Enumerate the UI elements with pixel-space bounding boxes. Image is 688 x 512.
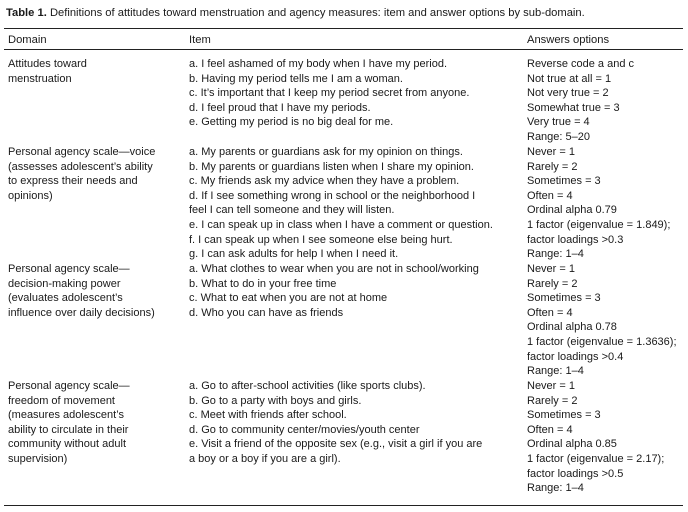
answer-line: 1 factor (eigenvalue = 2.17); — [527, 452, 665, 465]
domain-line: Personal agency scale— — [8, 263, 130, 275]
answer-line: Sometimes = 3 — [527, 292, 601, 305]
domain-line: (measures adolescent’s — [8, 409, 124, 422]
answer-line: Sometimes = 3 — [527, 409, 601, 422]
item-line: a. What clothes to wear when you are not in school/working — [189, 263, 479, 275]
item-line: b. What to do in your free time — [189, 277, 337, 290]
item-cell — [189, 379, 482, 467]
answer-line: Not true at all = 1 — [527, 72, 612, 85]
answer-line: Ordinal alpha 0.78 — [527, 321, 617, 334]
domain-line: Personal agency scale— — [8, 380, 130, 392]
answer-line: Range: 1–4 — [527, 365, 584, 378]
domain-line: Personal agency scale—voice — [8, 146, 156, 158]
answer-line: 1 factor (eigenvalue = 1.3636); — [527, 335, 677, 348]
table-top-rule — [4, 28, 683, 29]
item-line: feel I can tell someone and they will listen. — [189, 204, 395, 217]
domain-line: Attitudes toward — [8, 58, 87, 70]
answer-cell — [527, 145, 670, 262]
item-line: b. Having my period tells me I am a woman. — [189, 72, 403, 85]
header-domain: Domain — [8, 34, 47, 46]
item-line: b. My parents or guardians listen when I share my opinion. — [189, 160, 474, 173]
domain-line: menstruation — [8, 72, 72, 85]
answer-cell — [527, 57, 634, 145]
domain-cell — [8, 57, 87, 86]
item-line: g. I can ask adults for help I when I need it. — [189, 248, 399, 261]
item-cell — [189, 262, 479, 320]
answer-line: Rarely = 2 — [527, 394, 578, 407]
answer-line: Range: 1–4 — [527, 248, 584, 261]
item-cell — [189, 57, 469, 130]
answer-line: 1 factor (eigenvalue = 1.849); — [527, 218, 671, 231]
item-line: d. I feel proud that I have my periods. — [189, 101, 371, 114]
domain-line: to express their needs and — [8, 175, 138, 188]
answer-line: Often = 4 — [527, 189, 573, 202]
item-line: f. I can speak up when I see someone else being hurt. — [189, 233, 453, 246]
item-line: e. Visit a friend of the opposite sex (e.g., visit a girl if you are — [189, 438, 483, 451]
domain-cell — [8, 379, 130, 467]
answer-line: factor loadings >0.4 — [527, 350, 624, 363]
answer-line: factor loadings >0.3 — [527, 233, 624, 246]
domain-line: freedom of movement — [8, 394, 115, 407]
domain-line: (evaluates adolescent’s — [8, 292, 123, 305]
answer-line: Rarely = 2 — [527, 160, 578, 173]
answer-line: Range: 1–4 — [527, 482, 584, 495]
item-line: c. Meet with friends after school. — [189, 409, 347, 422]
item-line: e. I can speak up in class when I have a comment or question. — [189, 218, 493, 231]
domain-cell — [8, 145, 155, 203]
answer-line: Never = 1 — [527, 263, 575, 275]
table-caption — [6, 6, 585, 20]
domain-line: (assesses adolescent’s ability — [8, 160, 153, 173]
item-line: c. My friends ask my advice when they have a problem. — [189, 175, 460, 188]
answer-line: Not very true = 2 — [527, 87, 609, 100]
answer-line: Often = 4 — [527, 423, 573, 436]
item-line: d. If I see something wrong in school or the neighborhood I — [189, 189, 476, 202]
answer-line: factor loadings >0.5 — [527, 467, 624, 480]
answer-line: Ordinal alpha 0.79 — [527, 204, 617, 217]
answer-line: Reverse code a and c — [527, 58, 635, 70]
item-line: c. It’s important that I keep my period secret from anyone. — [189, 87, 470, 100]
item-line: b. Go to a party with boys and girls. — [189, 394, 362, 407]
domain-line: community without adult — [8, 438, 126, 451]
header-item: Item — [189, 34, 211, 46]
item-line: a boy or a boy if you are a girl). — [189, 452, 341, 465]
item-line: d. Go to community center/movies/youth center — [189, 423, 420, 436]
answer-line: Somewhat true = 3 — [527, 101, 620, 114]
answer-line: Often = 4 — [527, 306, 573, 319]
item-line: e. Getting my period is no big deal for me. — [189, 116, 394, 129]
table-label: Table 1. — [6, 7, 47, 19]
domain-line: opinions) — [8, 189, 53, 202]
answer-line: Rarely = 2 — [527, 277, 578, 290]
table-bottom-rule — [4, 505, 683, 506]
answer-line: Never = 1 — [527, 146, 575, 158]
domain-cell — [8, 262, 155, 320]
domain-line: influence over daily decisions) — [8, 306, 155, 319]
item-cell — [189, 145, 493, 262]
domain-line: ability to circulate in their — [8, 423, 129, 436]
item-line: a. I feel ashamed of my body when I have my period. — [189, 58, 448, 70]
answer-cell — [527, 262, 677, 379]
domain-line: supervision) — [8, 452, 68, 465]
header-answers: Answers options — [527, 34, 610, 46]
answer-line: Sometimes = 3 — [527, 175, 601, 188]
item-line: c. What to eat when you are not at home — [189, 292, 388, 305]
answer-line: Never = 1 — [527, 380, 575, 392]
table-caption-text: Definitions of attitudes toward menstruation and agency measures: item and answer options by sub-domain. — [49, 7, 585, 19]
domain-line: decision-making power — [8, 277, 121, 290]
answer-line: Very true = 4 — [527, 116, 590, 129]
item-line: a. Go to after-school activities (like sports clubs). — [189, 380, 426, 392]
answer-line: Range: 5–20 — [527, 130, 590, 143]
item-line: d. Who you can have as friends — [189, 306, 344, 319]
item-line: a. My parents or guardians ask for my opinion on things. — [189, 146, 463, 158]
answer-line: Ordinal alpha 0.85 — [527, 438, 617, 451]
table-header-rule — [4, 49, 683, 50]
answer-cell — [527, 379, 664, 496]
